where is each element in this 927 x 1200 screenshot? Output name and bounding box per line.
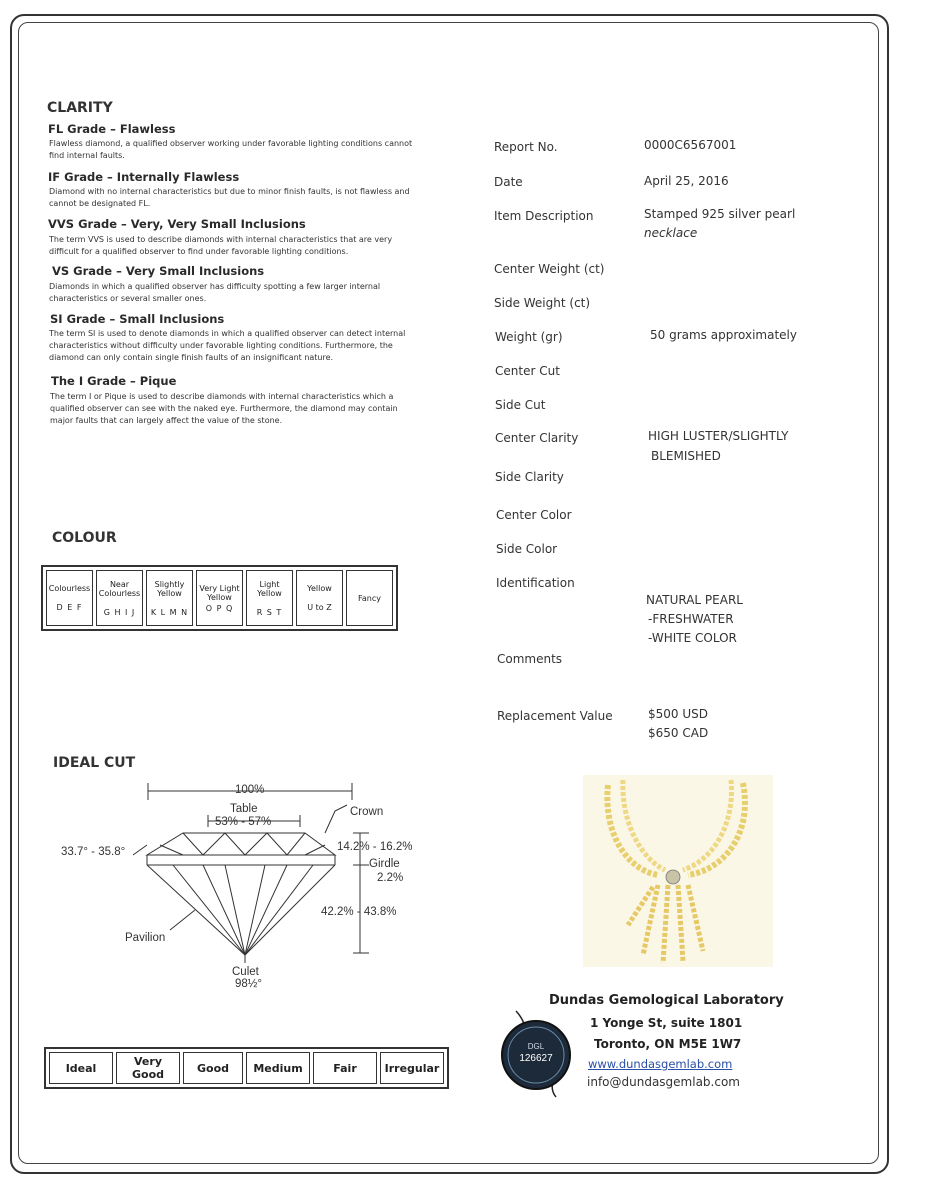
pavilion-depth-label: 42.2% - 43.8% xyxy=(321,906,397,918)
report-no-value: 0000C6567001 xyxy=(644,138,737,152)
total-width-label: 100% xyxy=(235,784,265,796)
lab-email: info@dundasgemlab.com xyxy=(587,1075,740,1089)
crown-angle-label: 33.7° - 35.8° xyxy=(61,846,126,858)
pavilion-label: Pavilion xyxy=(125,932,166,944)
colour-cell-name: Very Light Yellow xyxy=(199,583,240,602)
center-color-label: Center Color xyxy=(496,508,572,522)
colour-cell-light-yellow xyxy=(246,570,293,626)
colour-cell-name: Light Yellow xyxy=(257,579,282,598)
grade-vs-desc: Diamonds in which a qualified observer has difficulty spotting a few larger internal characteristics or several smaller ones. xyxy=(49,282,381,303)
colour-cell-range: O P Q xyxy=(205,603,234,613)
side-color-label: Side Color xyxy=(496,542,558,556)
grade-vs-heading: VS Grade – Very Small Inclusions xyxy=(52,264,265,278)
cut-grade-fair: Fair xyxy=(313,1052,377,1084)
colour-cell-colourless xyxy=(46,570,93,626)
grade-i-desc: The term I or Pique is used to describe diamonds with internal characteristics which a qualified observer can see with the naked eye. Furthermore, the diamond may contain major faults that can largely affect the value of the stone. xyxy=(50,392,398,425)
side-clarity-label: Side Clarity xyxy=(495,470,564,484)
center-cut-label: Center Cut xyxy=(495,364,560,378)
weight-label: Weight (gr) xyxy=(495,330,563,344)
comments-label: Comments xyxy=(497,652,563,666)
hologram-seal-icon xyxy=(486,1005,586,1105)
colour-cell-range: D E F xyxy=(56,603,83,612)
grade-vvs-desc: The term VVS is used to describe diamonds with internal characteristics that are very difficult for a qualified observer to find under favorable lighting conditions. xyxy=(49,235,393,256)
side-cut-label: Side Cut xyxy=(495,398,546,412)
grade-si-heading: SI Grade – Small Inclusions xyxy=(50,312,225,326)
grade-if-desc: Diamond with no internal characteristics but due to minor finish faults, is not flawless and cannot be designated FL. xyxy=(49,187,410,208)
identification-line-3: -WHITE COLOR xyxy=(648,631,737,645)
cut-grade-very-good: Very Good xyxy=(116,1052,180,1084)
culet-label: Culet xyxy=(232,966,259,978)
date-label: Date xyxy=(494,175,523,189)
replacement-value-label: Replacement Value xyxy=(497,709,613,723)
girdle-label: Girdle xyxy=(369,858,400,870)
cut-grade-medium: Medium xyxy=(246,1052,310,1084)
report-no-label: Report No. xyxy=(494,140,558,154)
cut-grade-good: Good xyxy=(183,1052,243,1084)
weight-value: 50 grams approximately xyxy=(650,328,797,342)
center-clarity-label: Center Clarity xyxy=(495,431,579,445)
colour-cell-near-colourless xyxy=(96,570,143,626)
item-description-label: Item Description xyxy=(494,209,594,223)
girdle-value-label: 2.2% xyxy=(377,872,404,884)
lab-address-1: 1 Yonge St, suite 1801 xyxy=(590,1016,743,1030)
grade-si-desc: The term SI is used to denote diamonds in which a qualified observer can detect internal characteristics without difficulty under favorable lighting conditions. Furthermore, the diamond can only contain single finish faults of an insignificant nature. xyxy=(49,329,406,362)
ideal-cut-title: IDEAL CUT xyxy=(53,755,136,771)
svg-text:DGL: DGL xyxy=(527,1042,545,1051)
identification-line-1: NATURAL PEARL xyxy=(646,593,743,607)
item-description-value-2: necklace xyxy=(644,226,698,240)
grade-if-heading: IF Grade – Internally Flawless xyxy=(48,170,240,184)
grade-i-heading: The I Grade – Pique xyxy=(51,374,177,388)
item-description-value: Stamped 925 silver pearl xyxy=(644,207,796,221)
clarity-title: CLARITY xyxy=(47,100,113,116)
colour-scale-table xyxy=(41,565,398,631)
identification-line-2: -FRESHWATER xyxy=(648,612,734,626)
replacement-value-cad: $650 CAD xyxy=(648,726,709,740)
cut-grade-irregular: Irregular xyxy=(380,1052,444,1084)
colour-cell-range: K L M N xyxy=(150,607,189,617)
grade-vvs-heading: VVS Grade – Very, Very Small Inclusions xyxy=(48,217,306,231)
replacement-value-usd: $500 USD xyxy=(648,707,708,721)
pearl-necklace-photo xyxy=(583,775,773,967)
lab-name: Dundas Gemological Laboratory xyxy=(549,993,784,1008)
colour-cell-range: R S T xyxy=(256,607,283,617)
center-weight-label: Center Weight (ct) xyxy=(494,262,605,276)
diamond-cut-diagram xyxy=(55,775,435,990)
colour-cell-name: Near Colourless xyxy=(98,579,141,598)
colour-cell-name: Yellow xyxy=(307,584,332,593)
lab-website-link[interactable]: www.dundasgemlab.com xyxy=(588,1057,733,1071)
colour-cell-slightly-yellow xyxy=(146,570,193,626)
colour-cell-name: Colourless xyxy=(48,584,91,593)
side-weight-label: Side Weight (ct) xyxy=(494,296,591,310)
cut-grade-ideal: Ideal xyxy=(49,1052,113,1084)
colour-cell-yellow xyxy=(296,570,343,626)
table-label: Table xyxy=(230,803,258,815)
date-value: April 25, 2016 xyxy=(644,174,729,188)
crown-height-label: 14.2% - 16.2% xyxy=(337,841,413,853)
colour-cell-fancy xyxy=(346,570,393,626)
crown-label: Crown xyxy=(350,806,384,818)
seal-number: 126627 xyxy=(519,1053,553,1064)
grade-fl-heading: FL Grade – Flawless xyxy=(48,122,176,136)
cut-grade-table xyxy=(44,1047,449,1089)
colour-cell-very-light-yellow xyxy=(196,570,243,626)
grade-fl-desc: Flawless diamond, a qualified observer working under favorable lighting conditions cannot find internal faults. xyxy=(49,139,413,160)
lab-address-2: Toronto, ON M5E 1W7 xyxy=(594,1037,742,1051)
colour-cell-name: Fancy xyxy=(358,593,381,603)
colour-cell-range: G H I J xyxy=(103,607,136,617)
colour-cell-name: Slightly Yellow xyxy=(154,579,185,598)
colour-title: COLOUR xyxy=(52,530,117,546)
culet-value-label: 98½° xyxy=(235,978,262,990)
center-clarity-value: HIGH LUSTER/SLIGHTLY xyxy=(648,429,789,443)
identification-label: Identification xyxy=(496,576,575,590)
center-clarity-value-2: BLEMISHED xyxy=(651,449,721,463)
table-range-label: 53% - 57% xyxy=(215,816,272,828)
colour-cell-range: U to Z xyxy=(307,603,332,612)
